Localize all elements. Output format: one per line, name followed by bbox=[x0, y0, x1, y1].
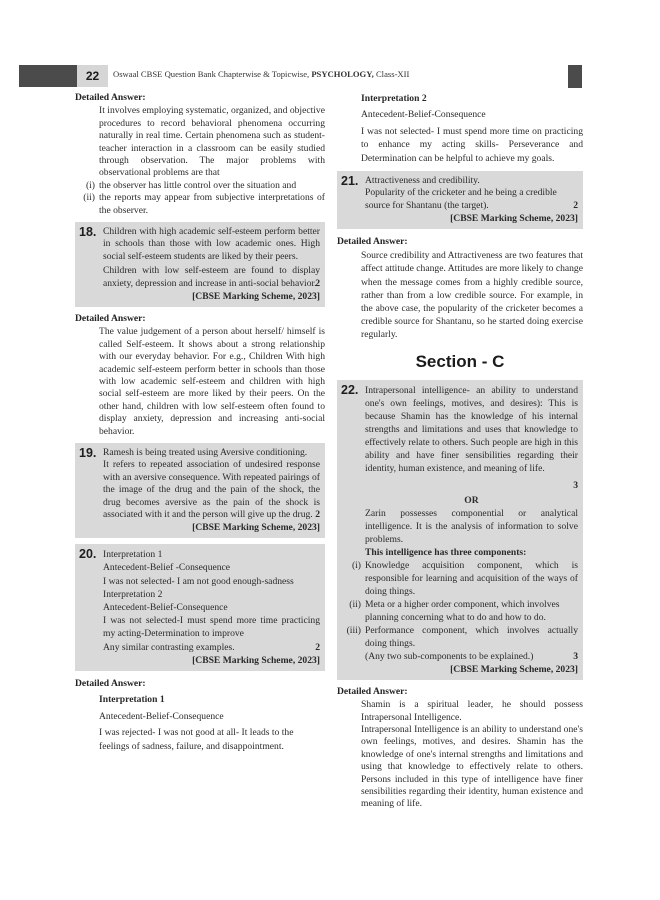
question-line: Any similar contrasting examples. bbox=[103, 641, 235, 653]
question-text: Zarin possesses componential or analytical intelligence. It is the analysis of information to solve problems. bbox=[365, 507, 578, 545]
list-text: Performance component, which involves actually doing things. bbox=[365, 624, 578, 649]
answer-body bbox=[99, 326, 325, 438]
interpretation-title: Interpretation 2 bbox=[361, 93, 427, 104]
list-number: (i) bbox=[85, 179, 95, 191]
list-text: the reports may appear from subjective interpretations of the observer. bbox=[99, 192, 325, 216]
question-text: Children with low self-esteem are found to display anxiety, depression and increase in anti-social behavior. bbox=[103, 265, 320, 289]
answer-body bbox=[361, 699, 583, 811]
marking-scheme-ref: [CBSE Marking Scheme, 2023] bbox=[450, 663, 578, 675]
question-line: Interpretation 1 bbox=[103, 549, 163, 561]
detailed-answer-heading: Detailed Answer: bbox=[75, 678, 146, 690]
answer-21 bbox=[337, 235, 583, 342]
question-number: 21. bbox=[341, 174, 359, 189]
running-header-title bbox=[113, 69, 409, 79]
answer-text: The value judgement of a person about herself/ himself is called Self-esteem. It shows about a strong relationship with our everyday behavior. For e.g., Children With high academic self-esteem perform better in schools than those with low academic self-esteem and children with high social self-esteem are more liked by their peers. On the other hand, children with low self-esteem often found to display anxiety, depression and increasing anti-social behavior. bbox=[99, 326, 325, 437]
marks: 2 bbox=[573, 200, 578, 212]
question-text: Children with high academic self-esteem perform better in schools than those with low academic ones. High social self-esteem students are liked by their peers. bbox=[103, 226, 320, 262]
marks: 2 bbox=[315, 509, 320, 521]
question-line: I was not selected- I am not good enough-sadness bbox=[103, 575, 294, 587]
list-number: (i) bbox=[351, 559, 361, 571]
title-prefix: Oswaal CBSE Question Bank Chapterwise & Topicwise, bbox=[113, 69, 312, 79]
question-21-box bbox=[337, 171, 583, 229]
answer-body bbox=[361, 249, 583, 341]
answer-text: I was not selected- I must spend more time on practicing to enhance my acting skills- Perseverance and Determination can be helpful to achieve my goals. bbox=[361, 125, 583, 164]
marking-scheme-ref: [CBSE Marking Scheme, 2023] bbox=[192, 654, 320, 666]
detailed-answer-heading: Detailed Answer: bbox=[337, 685, 408, 697]
list-item bbox=[75, 180, 325, 192]
list-text: Meta or a higher order component, which involves planning concerning what to do and how to do. bbox=[365, 598, 560, 623]
list-item bbox=[341, 624, 578, 650]
answer-body bbox=[99, 726, 325, 753]
question-line: Antecedent-Belief-Consequence bbox=[103, 602, 228, 614]
marking-scheme-ref: [CBSE Marking Scheme, 2023] bbox=[192, 521, 320, 533]
question-20-box bbox=[75, 544, 325, 671]
list-number: (iii) bbox=[346, 624, 361, 636]
question-text: Popularity of the cricketer and he being a credible source for Shantanu (the target). bbox=[365, 187, 557, 211]
section-title: Section - C bbox=[415, 351, 505, 371]
interpretation-title: Interpretation 1 bbox=[99, 694, 165, 706]
question-line: Antecedent-Belief -Consequence bbox=[103, 562, 231, 574]
answer-20 bbox=[75, 677, 325, 753]
marks: 3 bbox=[573, 479, 578, 491]
detailed-answer-heading: Detailed Answer: bbox=[75, 92, 146, 103]
right-column bbox=[337, 92, 583, 811]
question-text: Ramesh is being treated using Aversive conditioning. bbox=[103, 446, 308, 458]
marks: 2 bbox=[315, 641, 320, 653]
answer-body bbox=[361, 125, 583, 165]
answer-22 bbox=[337, 686, 583, 811]
answer-text: Shamin is a spiritual leader, he should possess Intrapersonal Intelligence. bbox=[361, 699, 583, 723]
question-text: It refers to repeated association of undesired response with an aversive consequence. With repeated pairings of the image of the drug and the pain of the shock, the drug becomes aversive as the pain of the shock is associated with it and the person will give up the drug. bbox=[103, 459, 320, 520]
question-text: Intrapersonal intelligence- an ability to understand one's own feelings, motives, and desires): This is because Shamin has the knowledge of his internal strengths and limitations and uses that knowledge to effectively relate to others. Such people are high in this ability and have finer sensibilities regarding their identity, human existence, and meaning of life. bbox=[365, 384, 578, 474]
header-right-tab bbox=[568, 65, 582, 88]
question-line: Interpretation 2 bbox=[103, 588, 163, 600]
marks: 3 bbox=[573, 650, 578, 662]
abc-label: Antecedent-Belief-Consequence bbox=[361, 109, 486, 121]
note: (Any two sub-components to be explained.) bbox=[365, 650, 534, 662]
answer-text: It involves employing systematic, organized, and objective procedures to record behavioral phenomena occurring naturally in real time. Certain phenomena such as student-teacher interaction in a classroom can be easily studied through observation. The major problems with observational problems are that bbox=[99, 105, 325, 179]
answer-body bbox=[99, 105, 325, 179]
list-text: the observer has little control over the situation and bbox=[99, 179, 297, 191]
detailed-answer-heading: Detailed Answer: bbox=[75, 312, 146, 324]
question-19-box bbox=[75, 443, 325, 538]
page-number: 22 bbox=[77, 65, 108, 87]
list-number: (ii) bbox=[349, 598, 361, 610]
answer-17 bbox=[75, 92, 325, 217]
abc-label: Antecedent-Belief-Consequence bbox=[99, 710, 224, 722]
components-heading: This intelligence has three components: bbox=[365, 546, 527, 558]
list-number: (ii) bbox=[83, 192, 95, 204]
header-dark-bar bbox=[19, 65, 77, 87]
question-number: 18. bbox=[79, 225, 97, 240]
answer-18 bbox=[75, 313, 325, 438]
detailed-answer-heading: Detailed Answer: bbox=[337, 236, 408, 248]
marks: 2 bbox=[315, 278, 320, 290]
answer-text: Source credibility and Attractiveness are two features that affect attitude change. Attitudes are more likely to change when the message comes from a highly credible source, rather than from a low credible source. For example, in the above case, the popularity of the cricketer becomes a credible source for Shantanu, so he started doing exercise regularly. bbox=[361, 250, 583, 341]
title-suffix: Class-XII bbox=[373, 69, 410, 79]
question-text: Attractiveness and credibility. bbox=[365, 175, 480, 187]
question-number: 19. bbox=[79, 445, 97, 460]
marking-scheme-ref: [CBSE Marking Scheme, 2023] bbox=[450, 212, 578, 224]
question-number: 22. bbox=[341, 382, 359, 397]
answer-text: Intrapersonal Intelligence is an ability to understand one's own feelings, motives, and desires. Shamin has the knowledge of one's internal strengths and limitations and using that knowledge to effectively relate to others. Persons included in this type of intelligence have finer sensibilities regarding their identity, human existence and meaning of life. bbox=[361, 723, 583, 810]
marking-scheme-ref: [CBSE Marking Scheme, 2023] bbox=[192, 290, 320, 302]
question-18-box bbox=[75, 222, 325, 307]
answer-20-continued bbox=[337, 92, 583, 165]
list-item bbox=[341, 559, 578, 598]
answer-text: I was rejected- I was not good at all- It leads to the feelings of sadness, failure, and disappointment. bbox=[99, 727, 294, 752]
title-subject: PSYCHOLOGY, bbox=[311, 69, 374, 79]
list-item bbox=[341, 598, 578, 624]
or-separator: OR bbox=[464, 494, 479, 506]
list-item bbox=[75, 192, 325, 217]
question-22-box bbox=[337, 380, 583, 680]
left-column bbox=[75, 92, 325, 753]
list-text: Knowledge acquisition component, which is responsible for learning and acquisition of the ways of doing things. bbox=[365, 559, 578, 597]
question-number: 20. bbox=[79, 547, 97, 562]
question-line: I was not selected-I must spend more time practicing my acting-Determination to improve bbox=[103, 615, 320, 640]
